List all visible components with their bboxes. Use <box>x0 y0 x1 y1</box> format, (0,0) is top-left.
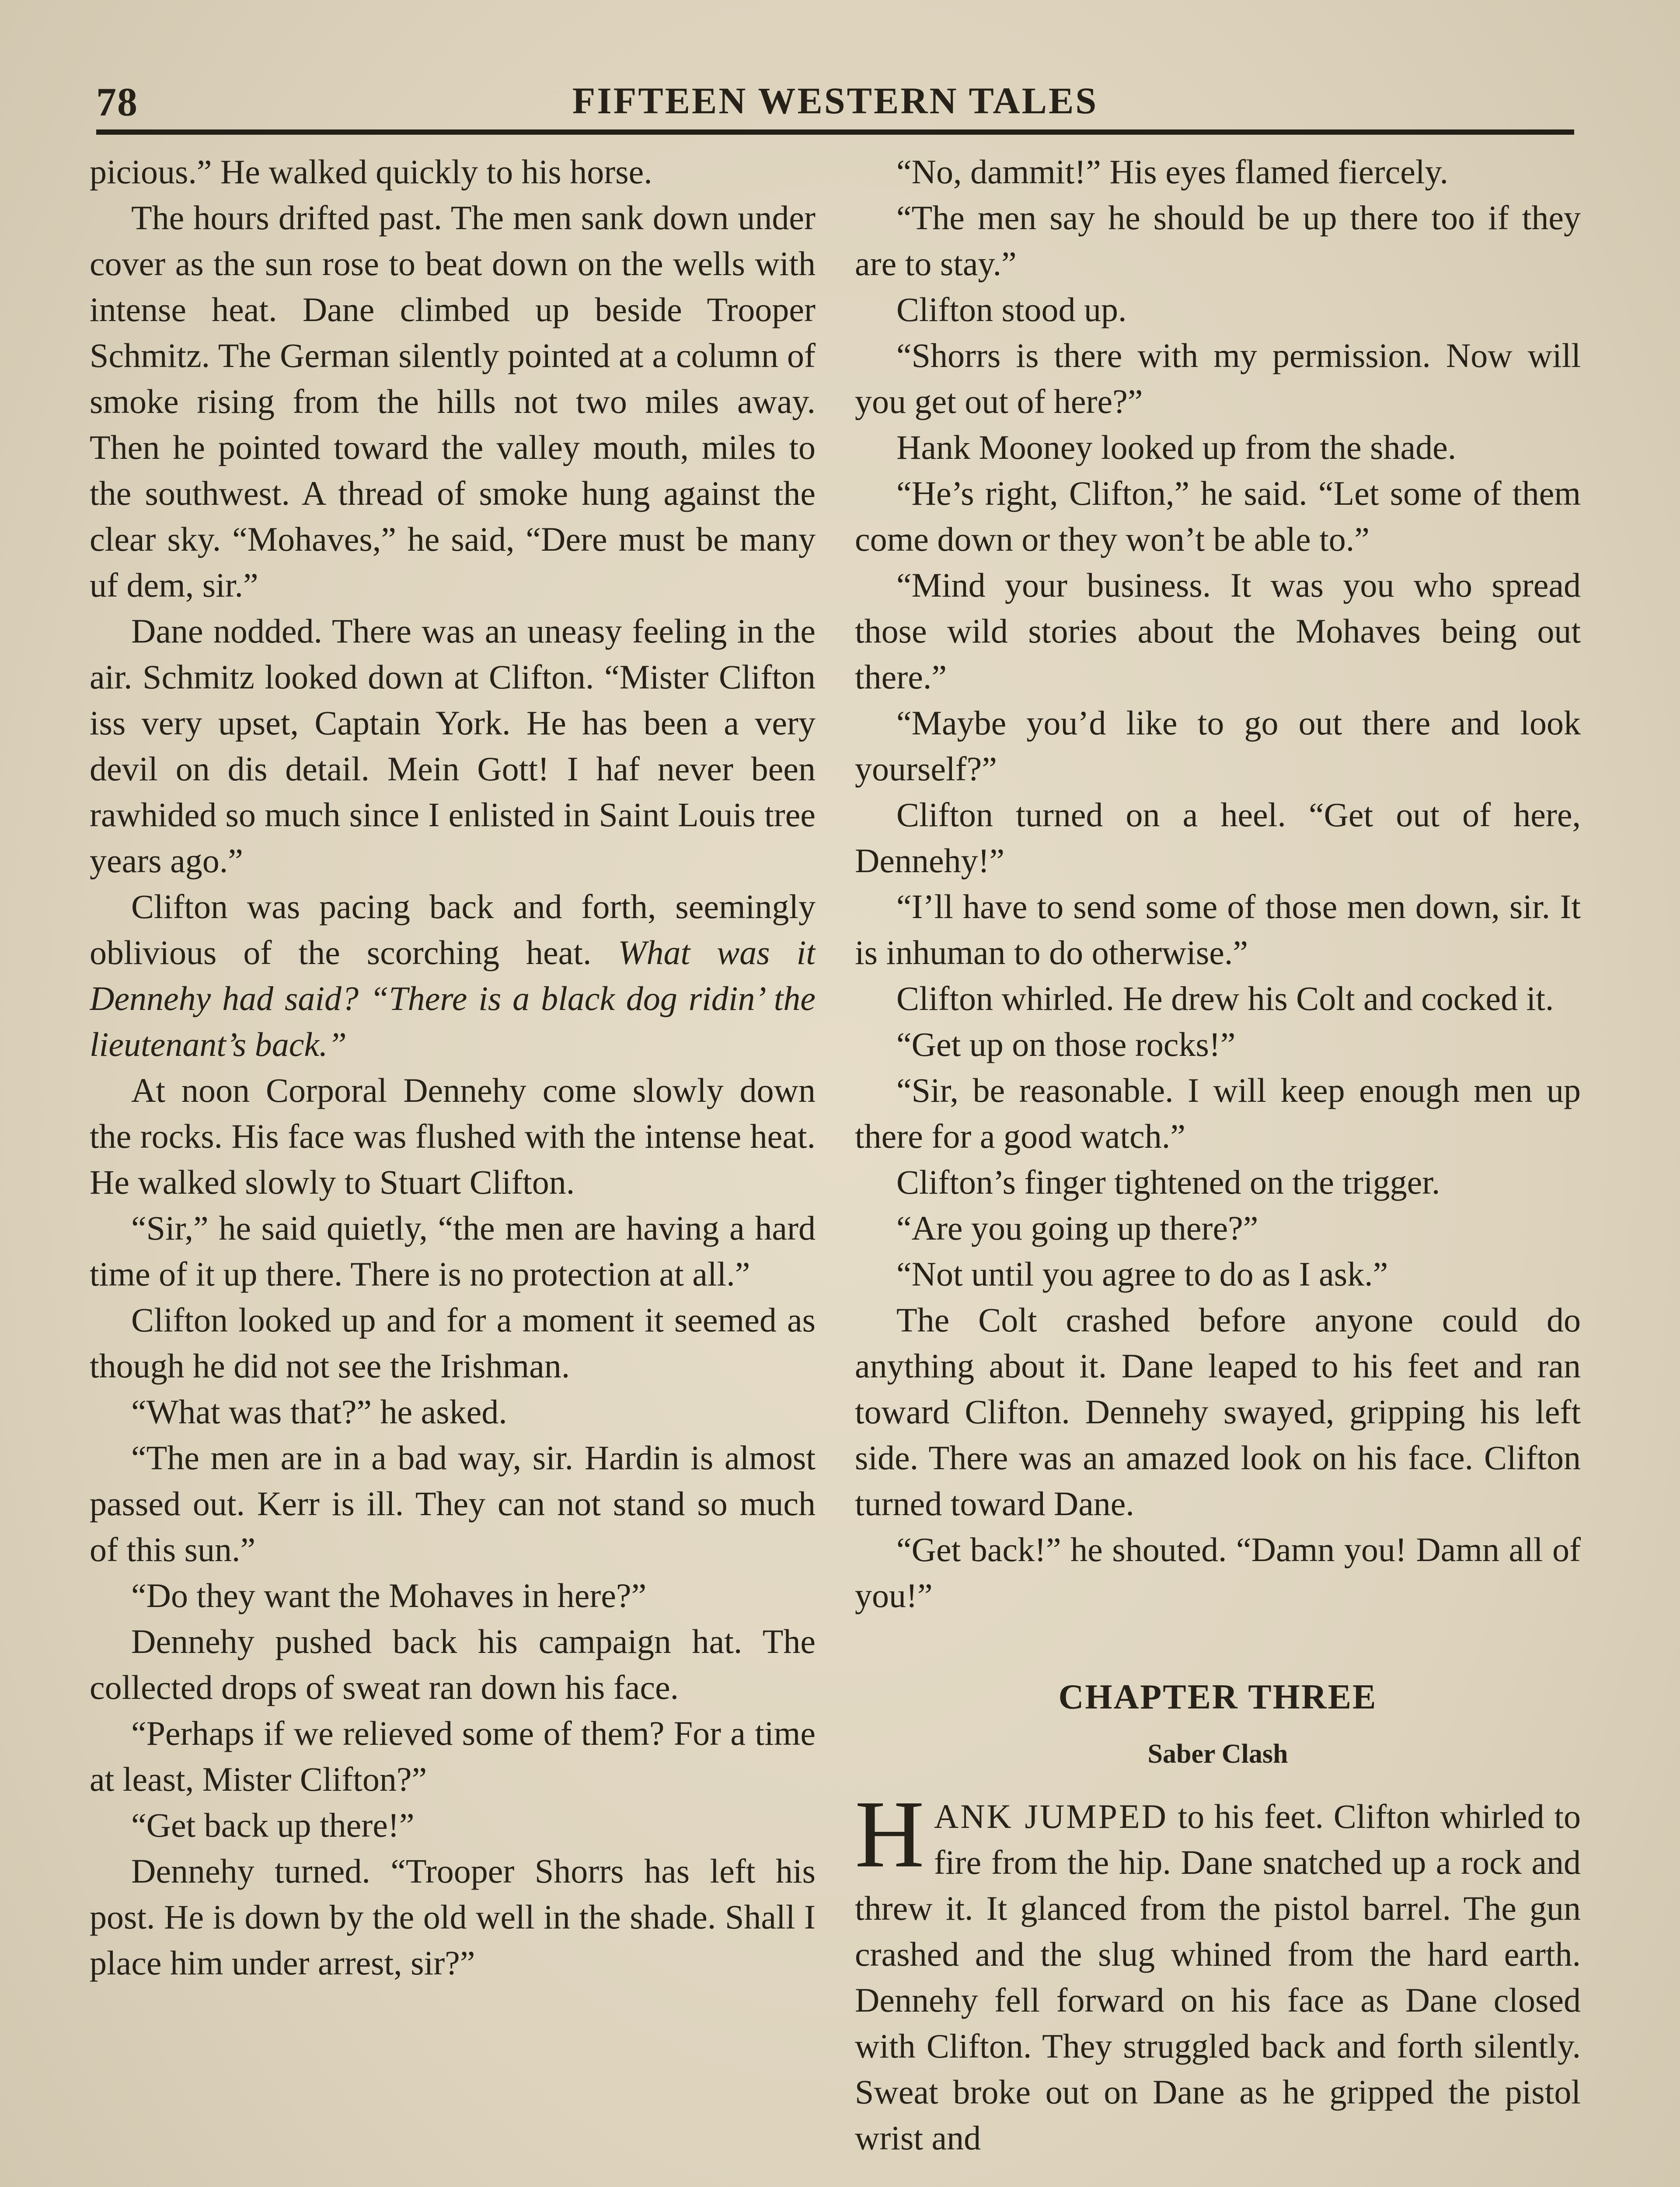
paragraph: Clifton stood up. <box>896 290 1127 328</box>
right-column <box>855 149 1581 2187</box>
paragraph: “Shorrs is there with my permission. Now will you get out of here?” <box>855 336 1581 420</box>
paragraph: “Mind your business. It was you who spread those wild stories about the Mohaves being out there.” <box>855 566 1581 696</box>
paragraph: Dennehy pushed back his campaign hat. The collected drops of sweat ran down his face. <box>90 1622 816 1706</box>
paragraph: “He’s right, Clifton,” he said. “Let some of them come down or they won’t be able to.” <box>855 474 1581 558</box>
running-title: FIFTEEN WESTERN TALES <box>572 80 1098 122</box>
paragraph: The Colt crashed before anyone could do anything about it. Dane leaped to his feet and ran toward Clifton. Dennehy swayed, gripping his left side. There was an amazed look on his face. Clifton turned toward Dane. <box>855 1301 1581 1523</box>
paragraph-text: Clifton was pacing back and forth, seemingly oblivious of the scorching heat. <box>90 887 816 971</box>
paragraph: At noon Corporal Dennehy come slowly down the rocks. His face was flushed with the intense heat. He walked slowly to Stuart Clifton. <box>90 1071 816 1201</box>
paragraph <box>90 884 816 1067</box>
header-rule <box>96 129 1574 135</box>
page-number: 78 <box>96 80 138 124</box>
paragraph: Dennehy turned. “Trooper Shorrs has left his post. He is down by the old well in the shade. Shall I place him under arrest, sir?” <box>90 1852 816 1982</box>
paragraph-text: to his feet. Clifton whirled to fire from the hip. Dane snatched up a rock and threw it. It glanced from the pistol barrel. The gun crashed and the slug whined from the hard earth. Dennehy fell forward on his face as Dane closed with Clifton. They struggled back and forth silently. Sweat broke out on Dane as he gripped the pistol wrist and <box>855 1797 1581 2157</box>
paragraph: “Maybe you’d like to go out there and look yourself?” <box>855 704 1581 788</box>
paragraph: Clifton whirled. He drew his Colt and cocked it. <box>896 979 1554 1017</box>
paragraph: “Are you going up there?” <box>896 1209 1258 1247</box>
lead-in-smallcaps: ANK JUMPED <box>934 1797 1168 1835</box>
left-column <box>90 149 816 2187</box>
paragraph: “The men say he should be up there too if they are to stay.” <box>855 199 1581 283</box>
paragraph: “The men are in a bad way, sir. Hardin is almost passed out. Kerr is ill. They can not stand so much of this sun.” <box>90 1439 816 1569</box>
paragraph: “Get up on those rocks!” <box>896 1025 1236 1063</box>
paragraph: “Not until you agree to do as I ask.” <box>896 1255 1388 1293</box>
page-header <box>96 74 1574 127</box>
paragraph: “What was that?” he asked. <box>131 1393 507 1431</box>
paragraph: “Perhaps if we relieved some of them? For a time at least, Mister Clifton?” <box>90 1714 816 1798</box>
paragraph: “Do they want the Mohaves in here?” <box>131 1576 647 1614</box>
paragraph: Hank Mooney looked up from the shade. <box>896 428 1457 466</box>
paragraph: “Sir,” he said quietly, “the men are having a hard time of it up there. There is no protection at all.” <box>90 1209 816 1293</box>
drop-cap: H <box>855 1781 924 1887</box>
italic-thought: What was it Dennehy had said? “There is a black dog ridin’ the lieutenant’s back.” <box>90 933 816 1063</box>
paragraph: Clifton turned on a heel. “Get out of here, Dennehy!” <box>855 796 1581 880</box>
paragraph: “Get back up there!” <box>131 1806 415 1844</box>
paragraph: Clifton looked up and for a moment it seemed as though he did not see the Irishman. <box>90 1301 816 1385</box>
paragraph: “Get back!” he shouted. “Damn you! Damn all of you!” <box>855 1530 1581 1614</box>
chapter-heading: CHAPTER THREE <box>1058 1678 1377 1716</box>
chapter-first-paragraph <box>855 1781 1581 2161</box>
paragraph: picious.” He walked quickly to his horse. <box>90 153 652 191</box>
chapter-subtitle: Saber Clash <box>1147 1739 1288 1769</box>
paragraph: “I’ll have to send some of those men down, sir. It is inhuman to do otherwise.” <box>855 887 1581 971</box>
paragraph: “No, dammit!” His eyes flamed fiercely. <box>896 153 1448 191</box>
paragraph: The hours drifted past. The men sank down under cover as the sun rose to beat down on the wells with intense heat. Dane climbed up beside Trooper Schmitz. The German silently pointed at a column of smoke rising from the hills not two miles away. Then he pointed toward the valley mouth, miles to the southwest. A thread of smoke hung against the clear sky. “Mohaves,” he said, “Dere must be many uf dem, sir.” <box>90 199 816 604</box>
paragraph: Clifton’s finger tightened on the trigger. <box>896 1163 1440 1201</box>
paragraph: “Sir, be reasonable. I will keep enough men up there for a good watch.” <box>855 1071 1581 1155</box>
paragraph: Dane nodded. There was an uneasy feeling in the air. Schmitz looked down at Clifton. “Mister Clifton iss very upset, Captain York. He has been a very devil on dis detail. Mein Gott! I haf never been rawhided so much since I enlisted in Saint Louis tree years ago.” <box>90 612 816 880</box>
